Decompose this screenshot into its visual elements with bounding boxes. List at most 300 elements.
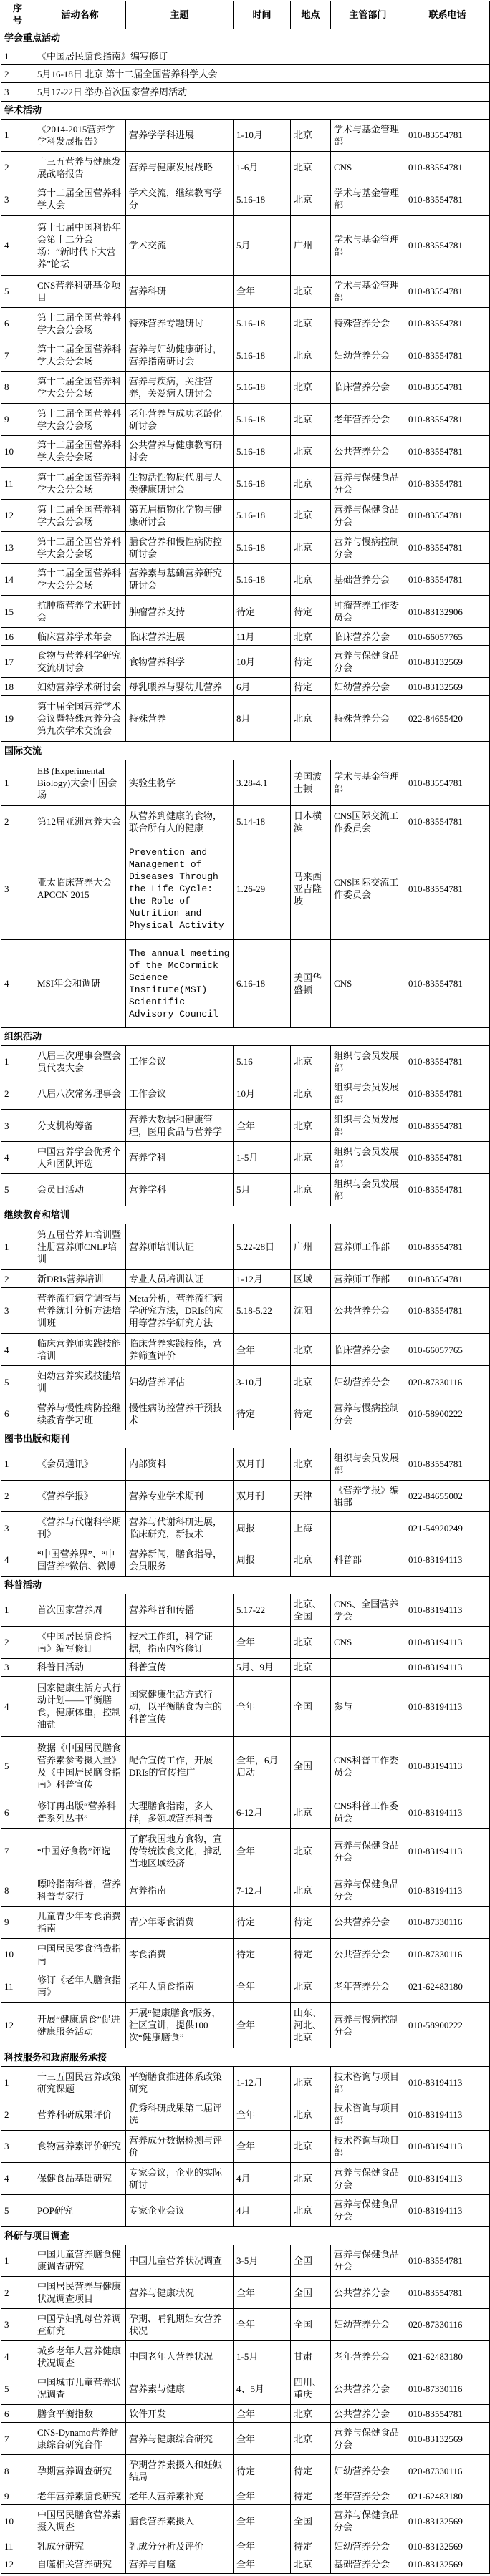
cell-activity: 营养科研成果评价: [34, 2098, 126, 2131]
table-row: [1, 1736, 490, 1796]
cell-phone: 010-83554781: [405, 151, 490, 183]
cell-dept: CNS: [331, 151, 405, 183]
cell-no: 5: [1, 1173, 34, 1206]
cell-place: 待定: [291, 1398, 331, 1430]
cell-time: 8月: [234, 696, 291, 742]
table-row: [1, 65, 490, 83]
cell-place: 北京: [291, 2555, 331, 2574]
cell-place: 北京: [291, 372, 331, 404]
cell-theme: 专家企业会议: [126, 2194, 234, 2227]
cell-place: 待定: [291, 1906, 331, 1938]
cell-no: 5: [1, 1736, 34, 1796]
cell-theme: 特殊营养专题研讨: [126, 307, 234, 339]
cell-theme: 了解我国地方食物，宣传传统饮食文化，推动当地区域经济: [126, 1829, 234, 1874]
table-row: [1, 805, 490, 838]
activity-plan-table: [1, 1, 490, 2574]
cell-place: 全国: [291, 2309, 331, 2341]
cell-phone: 010-83554781: [405, 1288, 490, 1334]
table-row: [1, 2277, 490, 2309]
cell-time: 全年: [234, 2277, 291, 2309]
cell-place: 全国: [291, 1676, 331, 1736]
cell-place: 待定: [291, 2537, 331, 2555]
table-row: [1, 2309, 490, 2341]
cell-theme: 营养科研: [126, 275, 234, 307]
cell-theme: 生物活性物质代谢与人类健康研讨会: [126, 468, 234, 500]
table-row: [1, 531, 490, 563]
cell-place: 北京: [291, 2131, 331, 2163]
cell-place: 北京: [291, 1626, 331, 1658]
cell-phone: 010-83554781: [405, 1142, 490, 1174]
cell-dept: 老年营养分会: [331, 2340, 405, 2373]
cell-phone: 021-62483180: [405, 1970, 490, 2003]
cell-dept: 参与: [331, 1676, 405, 1736]
cell-place: 山东、河北、北京: [291, 2003, 331, 2048]
cell-dept: 公共营养分会: [331, 1938, 405, 1970]
table-row: [1, 1270, 490, 1288]
cell-phone: 010-83132569: [405, 2505, 490, 2537]
cell-phone: 010-83554781: [405, 1448, 490, 1480]
cell-phone: 010-66057765: [405, 627, 490, 645]
cell-time: 5.16-18: [234, 468, 291, 500]
cell-activity: CNS-Dynamo营养健康综合研究合作: [34, 2423, 126, 2455]
cell-no: 17: [1, 646, 34, 678]
cell-place: 美国波士顿: [291, 760, 331, 805]
cell-phone: 010-58900222: [405, 1398, 490, 1430]
cell-time: 1-5月: [234, 2340, 291, 2373]
cell-no: 3: [1, 2131, 34, 2163]
cell-no: 4: [1, 1334, 34, 1366]
cell-dept: 妇幼营养分会: [331, 677, 405, 695]
cell-theme: 实验生物学: [126, 760, 234, 805]
cell-theme: 营养师培训认证: [126, 1224, 234, 1269]
cell-activity: 修订《老年人膳食指南》: [34, 1970, 126, 2003]
cell-time: 5月: [234, 216, 291, 276]
header-no-cell: [1, 1, 34, 29]
cell-place: 北京: [291, 1544, 331, 1577]
cell-dept: 特殊营养分会: [331, 696, 405, 742]
cell-phone: 010-83194113: [405, 2162, 490, 2194]
cell-activity: 第十七届中国科协年会第十二分会场：“新时代下大营养”论坛: [34, 216, 126, 276]
table-row: [1, 2405, 490, 2423]
cell-dept: 基础营养分会: [331, 2555, 405, 2574]
cell-phone: 010-87330116: [405, 1938, 490, 1970]
cell-dept: 妇幼营养分会: [331, 2537, 405, 2555]
table-body: [1, 29, 490, 2573]
cell-dept: 组织与会员发展部: [331, 1045, 405, 1078]
cell-phone: 021-54920249: [405, 1512, 490, 1544]
cell-theme: 妇幼营养评估: [126, 1366, 234, 1398]
cell-time: 10月: [234, 1078, 291, 1110]
cell-time: 3.28-4.1: [234, 760, 291, 805]
header-place: 地点: [291, 1, 331, 29]
cell-place: 北京: [291, 468, 331, 500]
cell-activity: 分支机构筹备: [34, 1110, 126, 1142]
cell-time: 5.16-18: [234, 563, 291, 596]
cell-activity: 第12届亚洲营养大会: [34, 805, 126, 838]
table-row: [1, 696, 490, 742]
cell-no: 2: [1, 1480, 34, 1512]
cell-theme: 内部资料: [126, 1448, 234, 1480]
section-row: [1, 1430, 490, 1448]
table-row: [1, 119, 490, 151]
cell-place: 北京: [291, 403, 331, 435]
cell-activity: 妇幼营养实践技能培训: [34, 1366, 126, 1398]
cell-dept: 组织与会员发展部: [331, 1142, 405, 1174]
cell-no: 1: [1, 1448, 34, 1480]
table-row: [1, 1626, 490, 1658]
cell-no: 3: [1, 83, 34, 101]
cell-theme: 食物营养科学: [126, 646, 234, 678]
cell-dept: 公共营养分会: [331, 435, 405, 468]
cell-dept: 妇幼营养分会: [331, 2309, 405, 2341]
cell-theme: 营养学科: [126, 1142, 234, 1174]
cell-theme: 膳食营养素摄入: [126, 2505, 234, 2537]
cell-activity: 第十二届全国营养科学大会分会场: [34, 435, 126, 468]
cell-theme: 公共营养与健康教育研讨会: [126, 435, 234, 468]
cell-phone: 010-83554781: [405, 216, 490, 276]
cell-dept: [331, 1658, 405, 1676]
cell-place: 北京: [291, 2405, 331, 2423]
cell-theme: 肿瘤营养支持: [126, 596, 234, 628]
cell-time: 5月、9月: [234, 1658, 291, 1676]
cell-place: 北京: [291, 307, 331, 339]
table-row: [1, 2537, 490, 2555]
cell-no: 2: [1, 805, 34, 838]
cell-dept: 组织与会员发展部: [331, 1110, 405, 1142]
cell-phone: 010-83554781: [405, 1110, 490, 1142]
cell-time: 5.16: [234, 1045, 291, 1078]
cell-activity: 第十二届全国营养科学大会: [34, 183, 126, 216]
cell-time: 全年: [234, 2098, 291, 2131]
cell-phone: 010-66057765: [405, 1334, 490, 1366]
cell-place: 北京: [291, 119, 331, 151]
cell-theme: 国家健康生活方式行动，以平衡膳食为主的科普宣传: [126, 1676, 234, 1736]
cell-phone: 010-83194113: [405, 2194, 490, 2227]
header-phone: 联系电话: [405, 1, 490, 29]
cell-phone: 010-83554781: [405, 500, 490, 532]
cell-dept: CNS国际交流工作委员会: [331, 805, 405, 838]
cell-place: 广州: [291, 216, 331, 276]
cell-activity: 第十二届全国营养科学大会分会场: [34, 339, 126, 372]
cell-dept: 营养与保健食品分会: [331, 2162, 405, 2194]
cell-no: 12: [1, 2003, 34, 2048]
cell-phone: 010-83554781: [405, 468, 490, 500]
cell-activity: 十三五国民营养政策研究课题: [34, 2066, 126, 2098]
cell-activity: CNS营养科研基金项目: [34, 275, 126, 307]
cell-theme: 营养指南: [126, 1874, 234, 1907]
header-activity: 活动名称: [34, 1, 126, 29]
cell-dept: CNS: [331, 939, 405, 1027]
cell-activity: 第十二届全国营养科学大会分会场: [34, 468, 126, 500]
cell-no: 6: [1, 1398, 34, 1430]
cell-activity: 《中国居民膳食指南》编写修订: [34, 1626, 126, 1658]
cell-activity: 自噬相关营养研究: [34, 2555, 126, 2574]
cell-time: 全年: [234, 1970, 291, 2003]
cell-time: 5.18-5.22: [234, 1288, 291, 1334]
cell-no: 2: [1, 2277, 34, 2309]
cell-phone: 010-83194113: [405, 2131, 490, 2163]
section-row: [1, 29, 490, 47]
cell-theme: 乳成分分析及评价: [126, 2537, 234, 2555]
cell-phone: 010-83194113: [405, 1736, 490, 1796]
cell-dept: 营养与慢病控制分会: [331, 2003, 405, 2048]
cell-time: 5月: [234, 1173, 291, 1206]
cell-place: 北京: [291, 1366, 331, 1398]
cell-theme: 营养成分数据检测与评价: [126, 2131, 234, 2163]
cell-activity: 新DRIs营养培训: [34, 1270, 126, 1288]
cell-time: 5.22-28日: [234, 1224, 291, 1269]
cell-place: 待定: [291, 2487, 331, 2504]
cell-theme: Meta分析，营养流行病学研究方法，DRIs的应用等营养学研究方法: [126, 1288, 234, 1334]
cell-no: 16: [1, 627, 34, 645]
cell-activity: 会员日活动: [34, 1173, 126, 1206]
cell-time: 全年: [234, 1626, 291, 1658]
cell-phone: 010-83554781: [405, 2405, 490, 2423]
cell-time: 5.16-18: [234, 307, 291, 339]
cell-time: 全年: [234, 2505, 291, 2537]
cell-theme: 营养科普和传播: [126, 1594, 234, 1627]
cell-time: 周报: [234, 1512, 291, 1544]
cell-theme: 大理膳食指南，多人群，多领域营养科普: [126, 1796, 234, 1829]
cell-merged: 《中国居民膳食指南》编写修订: [34, 47, 490, 65]
section-row: [1, 1206, 490, 1224]
cell-dept: 临床营养分会: [331, 627, 405, 645]
cell-activity: 中国城市儿童营养状况调查: [34, 2373, 126, 2405]
cell-phone: 010-83194113: [405, 1796, 490, 1829]
cell-activity: 中国居民零食消费指南: [34, 1938, 126, 1970]
cell-theme: 配合宣传工作，开展DRIs的宣传推广: [126, 1736, 234, 1796]
cell-activity: 第十二届全国营养科学大会分会场: [34, 531, 126, 563]
cell-time: 5.16-18: [234, 500, 291, 532]
table-row: [1, 596, 490, 628]
table-row: [1, 1594, 490, 1627]
cell-time: 全年: [234, 275, 291, 307]
cell-place: 天津: [291, 1480, 331, 1512]
cell-activity: 十三五营养与健康发展战略报告: [34, 151, 126, 183]
cell-theme: 专家会议，企业的实际研讨: [126, 2162, 234, 2194]
cell-no: 12: [1, 500, 34, 532]
table-row: [1, 939, 490, 1027]
cell-dept: 妇幼营养分会: [331, 339, 405, 372]
cell-place: 北京: [291, 183, 331, 216]
cell-activity: 儿童青少年零食消费指南: [34, 1906, 126, 1938]
section-row: [1, 1027, 490, 1045]
cell-activity: 国家健康生活方式行动计划——平衡膳食，健康体重，控制油盐: [34, 1676, 126, 1736]
table-row: [1, 2373, 490, 2405]
cell-merged: 5月16-18日 北京 第十二届全国营养科学大会: [34, 65, 490, 83]
cell-phone: 010-83132569: [405, 2423, 490, 2455]
cell-place: 北京: [291, 339, 331, 372]
cell-no: 6: [1, 2405, 34, 2423]
cell-theme: The annual meeting of the McCormick Science Institute(MSI) Scientific Advisory Council: [126, 939, 234, 1027]
cell-no: 3: [1, 1512, 34, 1544]
cell-activity: 营养流行病学调查与营养统计分析方法培训班: [34, 1288, 126, 1334]
cell-phone: 010-83554781: [405, 435, 490, 468]
table-row: [1, 307, 490, 339]
cell-time: 5.16-18: [234, 372, 291, 404]
table-row: [1, 1366, 490, 1398]
cell-phone: 010-83554781: [405, 1270, 490, 1288]
cell-dept: 公共营养分会: [331, 1288, 405, 1334]
cell-no: 4: [1, 1142, 34, 1174]
cell-no: 10: [1, 1938, 34, 1970]
section-row: [1, 1576, 490, 1594]
cell-phone: 010-83554781: [405, 403, 490, 435]
cell-no: 2: [1, 1626, 34, 1658]
cell-place: 待定: [291, 677, 331, 695]
cell-place: 北京: [291, 1045, 331, 1078]
table-row: [1, 1906, 490, 1938]
table-row: [1, 760, 490, 805]
table-row: [1, 1658, 490, 1676]
cell-phone: 010-83554781: [405, 183, 490, 216]
cell-phone: 010-83194113: [405, 1544, 490, 1577]
header-time: 时间: [234, 1, 291, 29]
cell-no: 3: [1, 838, 34, 939]
section-title: 科技服务和政府服务承接: [1, 2048, 490, 2066]
cell-dept: 学术与基金管理部: [331, 183, 405, 216]
cell-theme: 科普宣传: [126, 1658, 234, 1676]
cell-time: 待定: [234, 596, 291, 628]
cell-theme: 老年营养与成功老龄化研讨会: [126, 403, 234, 435]
cell-theme: 营养与健康发展战略: [126, 151, 234, 183]
cell-time: 待定: [234, 1906, 291, 1938]
table-row: [1, 435, 490, 468]
cell-activity: 第十二届全国营养科学大会分会场: [34, 500, 126, 532]
cell-activity: “中国好食物”评选: [34, 1829, 126, 1874]
table-row: [1, 1544, 490, 1577]
cell-no: 2: [1, 65, 34, 83]
cell-no: 4: [1, 2162, 34, 2194]
table-row: [1, 2340, 490, 2373]
section-row: [1, 2227, 490, 2245]
cell-no: 1: [1, 119, 34, 151]
cell-place: 北京: [291, 1970, 331, 2003]
cell-theme: 中国儿童营养状况调查: [126, 2245, 234, 2277]
table-row: [1, 1398, 490, 1430]
cell-time: 6月: [234, 677, 291, 695]
cell-no: 3: [1, 1110, 34, 1142]
cell-activity: 中国孕妇乳母营养调查研究: [34, 2309, 126, 2341]
cell-phone: 010-83554781: [405, 1173, 490, 1206]
cell-place: 北京: [291, 696, 331, 742]
cell-dept: 科普部: [331, 1544, 405, 1577]
cell-phone: 010-83554781: [405, 119, 490, 151]
cell-phone: 010-83554781: [405, 2277, 490, 2309]
cell-activity: “中国营养界”、“中国营养”微信、微博: [34, 1544, 126, 1577]
cell-dept: 妇幼营养分会: [331, 1366, 405, 1398]
cell-activity: 膳食平衡指数: [34, 2405, 126, 2423]
cell-dept: 组织与会员发展部: [331, 1448, 405, 1480]
cell-phone: 010-83194113: [405, 1676, 490, 1736]
cell-time: 3-5月: [234, 2245, 291, 2277]
cell-theme: 慢性病防控营养干预技术: [126, 1398, 234, 1430]
cell-theme: 母乳喂养与婴幼儿营养: [126, 677, 234, 695]
table-row: [1, 183, 490, 216]
table-row: [1, 1480, 490, 1512]
cell-phone: 010-87330116: [405, 1906, 490, 1938]
cell-no: 1: [1, 2245, 34, 2277]
cell-time: 4月: [234, 2194, 291, 2227]
cell-theme: 中国老年人营养状况: [126, 2340, 234, 2373]
cell-phone: 010-83554781: [405, 372, 490, 404]
cell-no: 12: [1, 2555, 34, 2574]
cell-time: 1-10月: [234, 119, 291, 151]
cell-place: 北京: [291, 435, 331, 468]
section-title: 科普活动: [1, 1576, 490, 1594]
cell-theme: 营养学学科进展: [126, 119, 234, 151]
cell-dept: 技术咨询与项目部: [331, 2098, 405, 2131]
cell-time: 5.17-22: [234, 1594, 291, 1627]
cell-activity: 开展“健康膳食”促进健康服务活动: [34, 2003, 126, 2048]
cell-time: 4月: [234, 2162, 291, 2194]
cell-no: 4: [1, 2340, 34, 2373]
cell-no: 1: [1, 1594, 34, 1627]
cell-time: 全年: [234, 2309, 291, 2341]
cell-phone: 010-83194113: [405, 1829, 490, 1874]
cell-no: 9: [1, 1906, 34, 1938]
table-row: [1, 500, 490, 532]
cell-theme: 工作会议: [126, 1045, 234, 1078]
cell-phone: 010-83194113: [405, 1594, 490, 1627]
cell-activity: 中国儿童营养膳食健康调查研究: [34, 2245, 126, 2277]
cell-theme: 营养与健康状况: [126, 2277, 234, 2309]
cell-place: 北京: [291, 2162, 331, 2194]
cell-dept: 营养与保健食品分会: [331, 468, 405, 500]
table-row: [1, 1796, 490, 1829]
cell-no: 7: [1, 339, 34, 372]
cell-time: 7-12月: [234, 1874, 291, 1907]
cell-time: 全年: [234, 2537, 291, 2555]
cell-place: 日本横滨: [291, 805, 331, 838]
cell-phone: 010-83554781: [405, 339, 490, 372]
cell-dept: 营养与慢病控制分会: [331, 531, 405, 563]
table-row: [1, 1938, 490, 1970]
cell-dept: 组织与会员发展部: [331, 1173, 405, 1206]
cell-activity: 《2014-2015营养学学科发展报告》: [34, 119, 126, 151]
cell-dept: 基础营养分会: [331, 563, 405, 596]
cell-no: 6: [1, 1796, 34, 1829]
cell-dept: 学术与基金管理部: [331, 119, 405, 151]
cell-place: 北京: [291, 2194, 331, 2227]
table-row: [1, 2162, 490, 2194]
cell-phone: 010-83194113: [405, 2066, 490, 2098]
table-row: [1, 1288, 490, 1334]
cell-place: 北京: [291, 563, 331, 596]
cell-activity: 营养与慢性病防控继续教育学习班: [34, 1398, 126, 1430]
cell-dept: 老年营养分会: [331, 2487, 405, 2504]
cell-dept: 公共营养分会: [331, 2277, 405, 2309]
cell-place: 全国: [291, 2245, 331, 2277]
table-row: [1, 1224, 490, 1269]
table-row: [1, 1676, 490, 1736]
cell-place: 北京: [291, 275, 331, 307]
table-row: [1, 1142, 490, 1174]
table-row: [1, 2194, 490, 2227]
cell-phone: 010-83132569: [405, 2537, 490, 2555]
cell-phone: 010-83554781: [405, 1224, 490, 1269]
cell-place: 甘肃: [291, 2340, 331, 2373]
cell-no: 1: [1, 47, 34, 65]
cell-no: 9: [1, 403, 34, 435]
cell-phone: 010-83554781: [405, 760, 490, 805]
cell-place: 区域: [291, 1270, 331, 1288]
cell-no: 7: [1, 2423, 34, 2455]
cell-activity: 八届八次常务理事会: [34, 1078, 126, 1110]
cell-dept: 营养与保健食品分会: [331, 2245, 405, 2277]
cell-no: 15: [1, 596, 34, 628]
cell-theme: 营养与健康综合研究: [126, 2423, 234, 2455]
